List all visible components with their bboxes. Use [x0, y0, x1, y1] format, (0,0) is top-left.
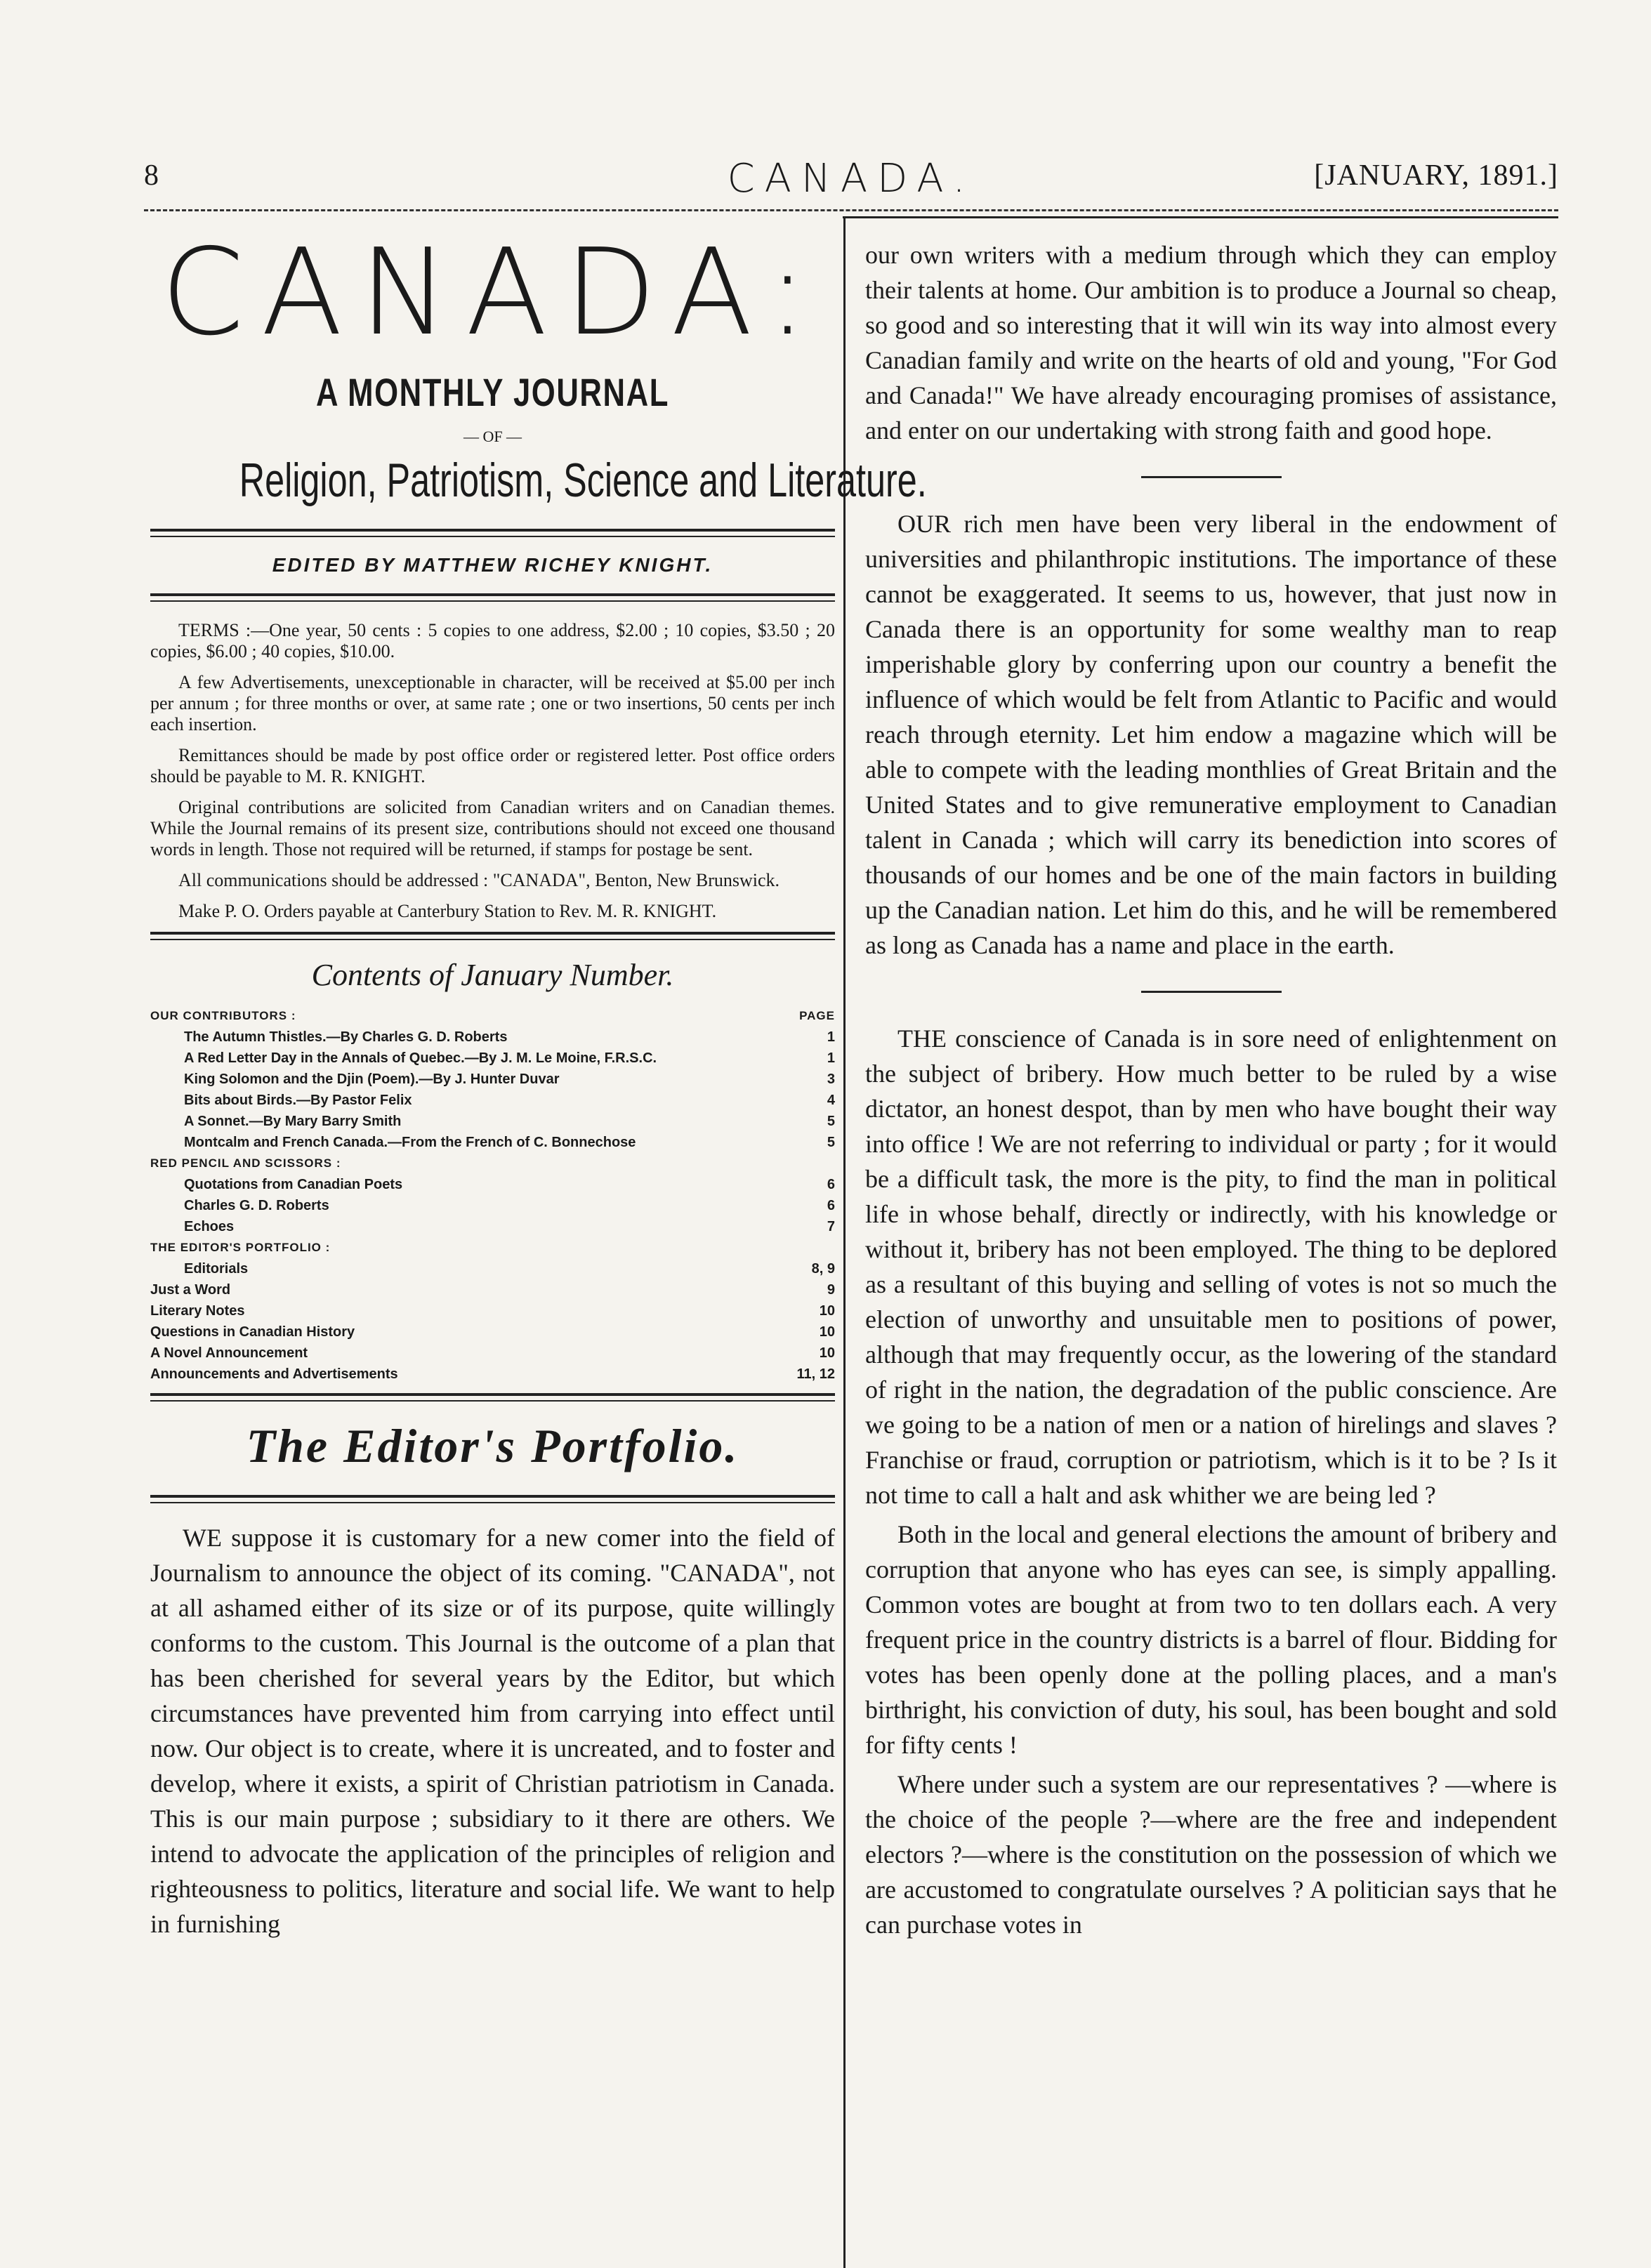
portfolio-heading: The Editor's Portfolio.: [246, 1419, 739, 1472]
toc-section: RED PENCIL AND SCISSORS :: [150, 1156, 341, 1170]
toc-item: Montcalm and French Canada.—From the French of C. Bonnechose: [184, 1135, 636, 1150]
toc-page: 7: [827, 1219, 835, 1234]
toc-row: [150, 1300, 835, 1321]
toc-item: A Sonnet.—By Mary Barry Smith: [184, 1114, 402, 1129]
toc-page: 1: [827, 1050, 835, 1066]
editor-line: EDITED BY MATTHEW RICHEY KNIGHT.: [272, 554, 713, 576]
double-rule: [150, 593, 835, 602]
toc-item: King Solomon and the Djin (Poem).—By J. Hunter Duvar: [184, 1072, 560, 1087]
toc-page: 11, 12: [796, 1366, 835, 1382]
article-paragraph: WE suppose it is customary for a new comer into the field of Journalism to announce the object of its coming. "CANADA", not at all ashamed either of its size or of its purpose, quite willingly conforms to the custom. This Journal is the outcome of a plan that has been cherished for several years by the Editor, but which circumstances have prevented him from carrying into effect until now. Our object is to create, where it is uncreated, and to foster and develop, where it exists, a spirit of Christian patriotism in Canada. This is our main purpose ; subsidiary to it there are others. We intend to advocate the application of the principles of religion and righteousness to politics, literature and social life. We want to help in furnishing: [150, 1524, 835, 1938]
double-rule: [150, 1393, 835, 1402]
toc-item: Charles G. D. Roberts: [184, 1198, 329, 1213]
double-rule: [150, 529, 835, 537]
toc-row: [150, 1343, 835, 1364]
toc-page: 5: [827, 1135, 835, 1150]
toc-page: 3: [827, 1072, 835, 1087]
toc-page: 10: [819, 1303, 835, 1319]
toc-row: [150, 1048, 835, 1069]
toc-row: [150, 1195, 835, 1216]
left-column: [150, 219, 927, 1946]
toc-item: Bits about Birds.—By Pastor Felix: [184, 1093, 412, 1108]
toc-item: Editorials: [184, 1261, 249, 1277]
toc-item: The Autumn Thistles.—By Charles G. D. Roberts: [184, 1029, 508, 1045]
masthead-of: — OF —: [463, 428, 522, 445]
section-rule: [1141, 476, 1282, 478]
toc-row: [150, 1321, 835, 1343]
toc-item: Echoes: [184, 1219, 235, 1234]
masthead-title: CANADA:: [161, 223, 824, 362]
article-paragraph: OUR rich men have been very liberal in the endowment of universities and philanthropic institutions. The importance of these cannot be exaggerated. It seems to us, however, that just now in Canada there is an opportunity for some wealthy man to reap imperishable glory by conferring upon our country a benefit the influence of which would be felt from Atlantic to Pacific and would reach through eternity. Let him endow a magazine which will be able to compete with the leading monthlies of Great Britain and the United States and to give remunerative employment to Canadian talent in Canada ; which will carry its benediction into scores of thousands of our homes and be one of the main factors in building up the Canadian nation. Let him do this, and he will be remembered as long as Canada has a name and place in the earth.: [865, 510, 1557, 959]
toc-page: 6: [827, 1177, 835, 1192]
toc-page: 10: [819, 1324, 835, 1340]
column-divider: [843, 218, 846, 2268]
contents-title: Contents of January Number.: [311, 958, 674, 992]
toc-item: Quotations from Canadian Poets: [184, 1177, 403, 1192]
header-rule-right: [843, 216, 1558, 218]
toc-item: Announcements and Advertisements: [150, 1366, 398, 1382]
terms-paragraph: Original contributions are solicited from Canadian writers and on Canadian themes. While the Journal remains of its present size, contributions should not exceed one thousand words in length. Those not required will be returned, if stamps for postage be sent.: [150, 797, 835, 859]
toc-page: 10: [819, 1345, 835, 1361]
toc-row: [150, 1216, 835, 1237]
article-paragraph: our own writers with a medium through which they can employ their talents at home. Our ambition is to produce a Journal so cheap, so good and so interesting that it will win its way into almost every Canadian family and write on the hearts of old and young, "For God and Canada!" We have already encouraging promises of assistance, and enter on our undertaking with strong faith and good hope.: [865, 241, 1557, 444]
running-header: [144, 156, 1558, 202]
toc-page: 6: [827, 1198, 835, 1213]
toc-row: [150, 1069, 835, 1090]
journal-name: CANADA.: [727, 156, 975, 202]
toc-row: [150, 1279, 835, 1300]
terms-paragraph: All communications should be addressed : "CANADA", Benton, New Brunswick.: [178, 870, 780, 890]
toc-row: [150, 1027, 835, 1048]
toc-row: [150, 1090, 835, 1111]
article-paragraph: Where under such a system are our representatives ? —where is the choice of the people ?—where are the free and independent electors ?—where is the constitution on the possession of which we are accustomed to congratulate ourselves ? A politician says that he can purchase votes in: [865, 1770, 1557, 1939]
article-paragraph: Both in the local and general elections the amount of bribery and corruption that anyone who has eyes can see, is simply appalling. Common votes are bought at from two to ten dollars each. A very frequent price in the country districts is a barrel of flour. Bidding for votes has been openly done at the polling places, and a man's birthright, his conviction of duty, his soul, has been bought and sold for fifty cents !: [865, 1520, 1557, 1759]
right-column: [865, 237, 1557, 1946]
masthead-subjects: Religion, Patriotism, Science and Literature.: [239, 454, 927, 507]
toc-row: [150, 1258, 835, 1279]
toc-row: [150, 1364, 835, 1385]
toc-page: 1: [827, 1029, 835, 1045]
section-rule: [1141, 991, 1282, 993]
toc-header: [150, 1006, 835, 1027]
toc-section: THE EDITOR'S PORTFOLIO :: [150, 1241, 331, 1254]
issue-date: [JANUARY, 1891.]: [1314, 159, 1558, 192]
toc-page: 8, 9: [811, 1261, 835, 1277]
toc-item: Just a Word: [150, 1282, 231, 1298]
toc-row: [150, 1132, 835, 1153]
toc-item: Literary Notes: [150, 1303, 245, 1319]
toc-row: [150, 1111, 835, 1132]
terms-paragraph: Remittances should be made by post office order or registered letter. Post office orders should be payable to M. R. KNIGHT.: [150, 745, 835, 786]
double-rule: [150, 1495, 835, 1503]
terms-paragraph: TERMS :—One year, 50 cents : 5 copies to one address, $2.00 ; 10 copies, $3.50 ; 20 copies, $6.00 ; 40 copies, $10.00.: [150, 620, 835, 661]
toc-item: A Novel Announcement: [150, 1345, 308, 1361]
double-rule: [150, 932, 835, 940]
toc-page: 5: [827, 1114, 835, 1129]
toc-page: 4: [827, 1093, 835, 1108]
terms-block: [150, 620, 835, 922]
toc-row: [150, 1174, 835, 1195]
article-paragraph: THE conscience of Canada is in sore need of enlightenment on the subject of bribery. How much better to be ruled by a wise dictator, an honest despot, than by men who have bought their way into office ! We are not referring to individual or party ; for it would be a difficult task, the more is the pity, to find the man in political life in whose behalf, directly or indirectly, with his knowledge or without it, bribery has not been employed. The thing to be deplored as a resultant of this buying and selling of votes is not so much the election of unworthy and unsuitable men to positions of power, although that may frequently occur, as the lowering of the standard of right in the nation, the degradation of the public conscience. Are we going to be a nation of men or a nation of hirelings and slaves ? Franchise or fraud, corruption or patriotism, which is it to be ? Is it not time to call a halt and ask whither we are being led ?: [865, 1024, 1557, 1509]
toc-item: Questions in Canadian History: [150, 1324, 355, 1340]
toc-section-label: OUR CONTRIBUTORS :: [150, 1009, 296, 1022]
toc-item: A Red Letter Day in the Annals of Quebec.—By J. M. Le Moine, F.R.S.C.: [184, 1050, 657, 1066]
toc-page-label: PAGE: [799, 1009, 835, 1022]
header-rule: [144, 209, 1558, 211]
toc-page: 9: [827, 1282, 835, 1298]
left-article: [150, 1520, 835, 1941]
masthead-subtitle: A MONTHLY JOURNAL: [315, 370, 669, 414]
right-article: [865, 237, 1557, 1942]
terms-paragraph: A few Advertisements, unexceptionable in character, will be received at $5.00 per inch per annum ; for three months or over, at same rate ; one or two insertions, 50 cents per inch each insertion.: [150, 672, 835, 734]
table-of-contents: [150, 1006, 835, 1385]
terms-paragraph: Make P. O. Orders payable at Canterbury Station to Rev. M. R. KNIGHT.: [178, 901, 717, 921]
page-number: 8: [144, 159, 159, 192]
